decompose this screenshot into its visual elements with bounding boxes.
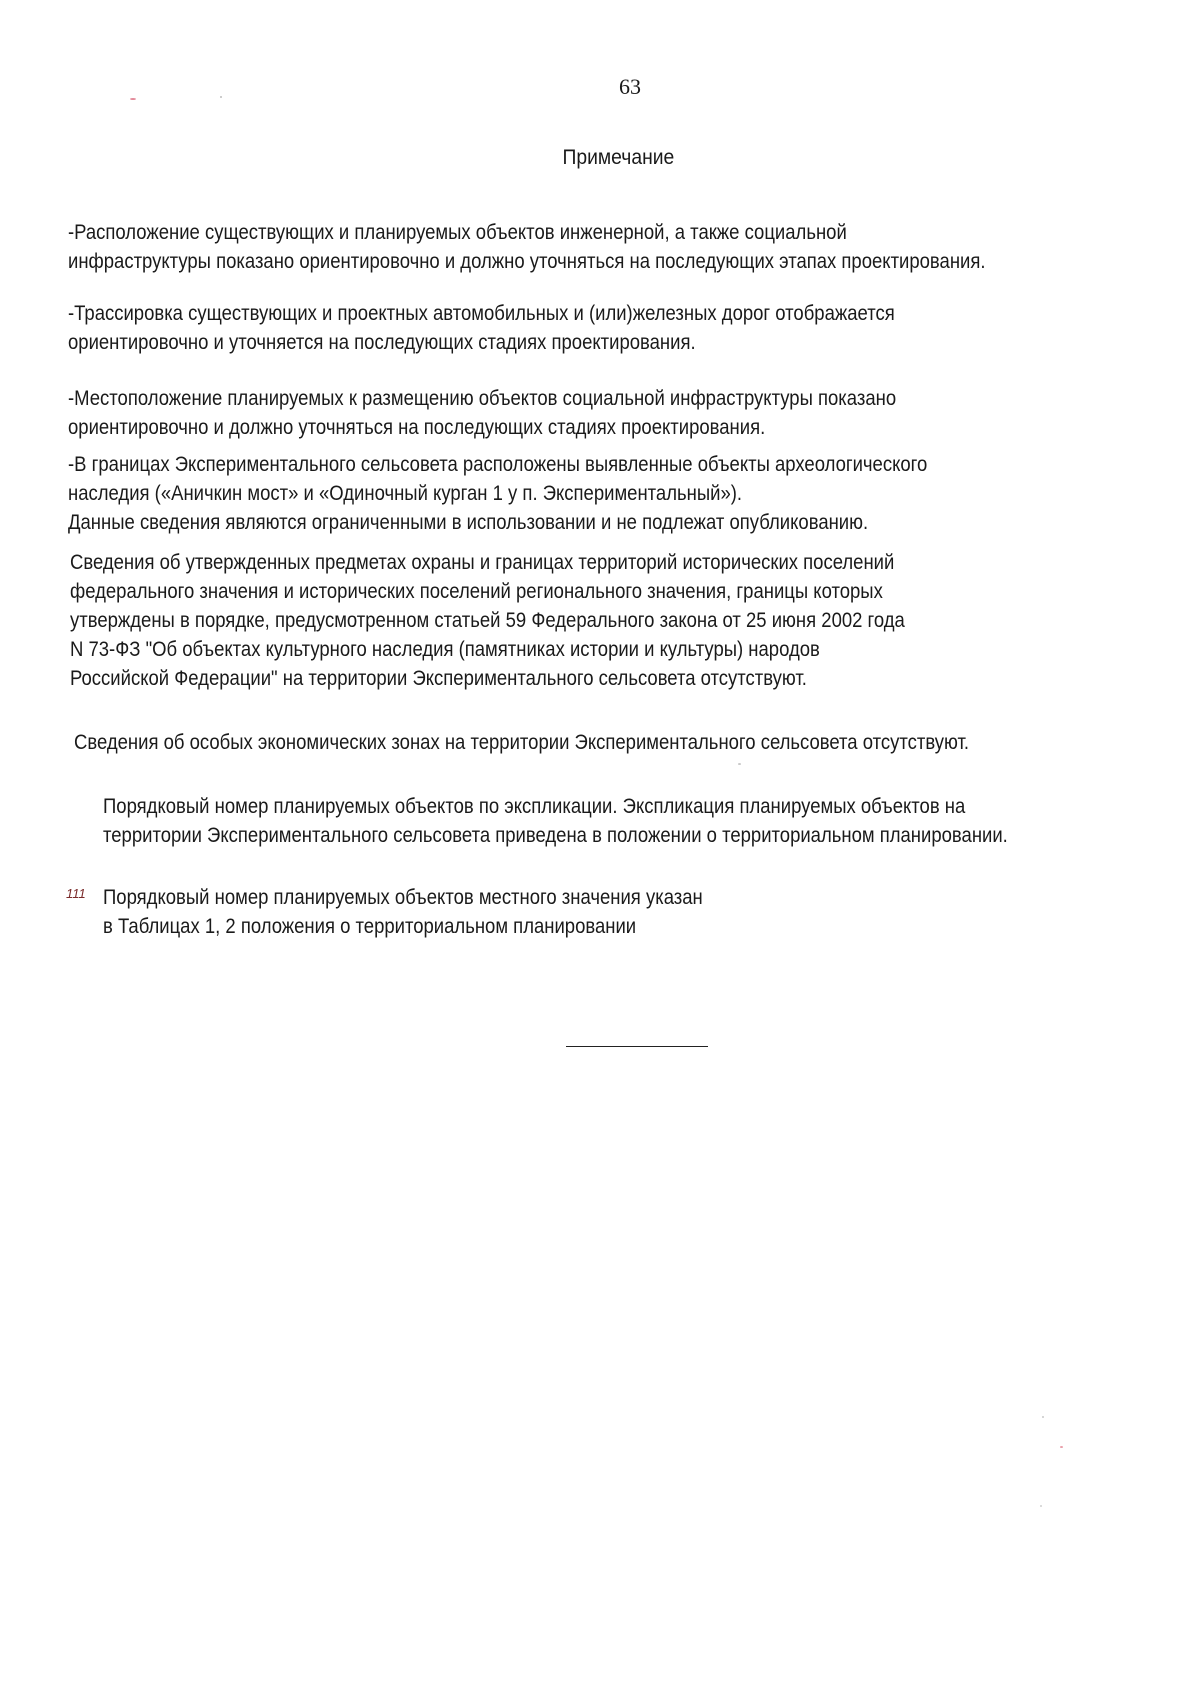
note-paragraph-roads: -Трассировка существующих и проектных автомобильных и (или)железных дорог отображается ориентировочно и уточняется на последующих стадиях проектирования.	[68, 301, 895, 354]
note-paragraph-historic-settlements: Сведения об утвержденных предметах охраны и границах территорий исторических поселений федерального значения и исторических поселений регионального значения, границы которых утверждены в порядке, предусмотренном статьей 59 Федерального закона от 25 июня 2002 года N 73-ФЗ "Об объектах культурного наследия (памятниках истории и культуры) народов Российской Федерации" на территории Экспериментального сельсовета отсутствуют.	[70, 550, 905, 690]
scan-speck	[1060, 1446, 1063, 1448]
page-number: 63	[619, 74, 641, 99]
note-paragraph-archaeology: -В границах Экспериментального сельсовета расположены выявленные объекты археологического наследия («Аничкин мост» и «Одиночный курган 1 у п. Экспериментальный»). Данные сведения являются ограниченными в использовании и не подлежат опубликованию.	[68, 452, 928, 534]
note-paragraph-local-objects: Порядковый номер планируемых объектов местного значения указан в Таблицах 1, 2 положения о территориальном планировании	[103, 885, 703, 938]
note-paragraph-social-objects: -Местоположение планируемых к размещению объектов социальной инфраструктуры показано ориентировочно и должно уточняться на последующих стадиях проектирования.	[68, 386, 897, 439]
scan-speck	[1040, 1505, 1042, 1507]
end-separator-line	[566, 1046, 708, 1047]
scan-speck	[738, 763, 741, 765]
section-heading: Примечание	[562, 146, 675, 169]
note-paragraph-infrastructure: -Расположение существующих и планируемых объектов инженерной, а также социальной инфраструктуры показано ориентировочно и должно уточняться на последующих этапах проектирования.	[68, 220, 986, 273]
note-paragraph-explication: Порядковый номер планируемых объектов по экспликации. Экспликация планируемых объектов на территории Экспериментального сельсовета приведена в положении о территориальном планировании.	[103, 794, 1008, 847]
note-paragraph-economic-zones: Сведения об особых экономических зонах на территории Экспериментального сельсовета отсутствуют.	[74, 730, 970, 754]
scan-speck	[1042, 1416, 1044, 1418]
footnote-marker: 111	[66, 886, 86, 901]
